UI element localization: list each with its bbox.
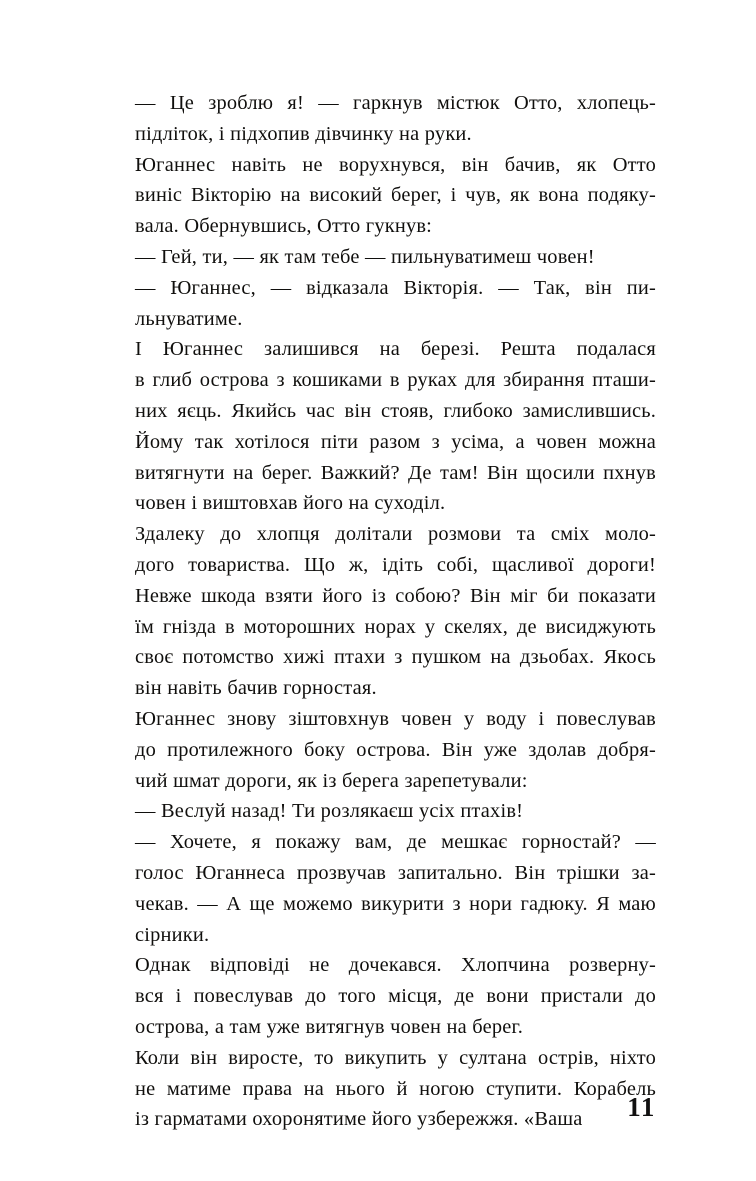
paragraph: [104, 950, 656, 1042]
text-line: вся і повеслував до того місця, де вони пристали до: [135, 985, 656, 1008]
text-line: Юганнес навіть не ворухнувся, він бачив, як Отто: [135, 153, 656, 176]
text-line: їм гнізда в моторошних норах у скелях, де висиджують: [135, 615, 656, 638]
text-line: сірники.: [135, 923, 210, 946]
text-line: не матиме права на нього й ногою ступити. Корабель: [135, 1077, 656, 1100]
text-line: — Веслуй назад! Ти розлякаєш усіх птахів!: [135, 800, 524, 823]
text-line: чекав. — А ще можемо викурити з нори гадюку. Я маю: [135, 892, 656, 915]
text-line: чий шмат дороги, як із берега зарепетували:: [135, 769, 528, 792]
text-line: витягнути на берег. Важкий? Де там! Він щосили пхнув: [135, 461, 656, 484]
text-line: Однак відповіді не дочекався. Хлопчина розверну-: [135, 954, 656, 977]
text-line: човен і виштовхав його на суходіл.: [135, 492, 446, 515]
paragraph: [104, 827, 656, 950]
text-line: до протилежного боку острова. Він уже здолав добря-: [135, 738, 656, 761]
text-line: дого товариства. Що ж, ідіть собі, щасливої дороги!: [135, 553, 656, 576]
text-line: Йому так хотілося піти разом з усіма, а човен можна: [135, 430, 656, 453]
text-line: Здалеку до хлопця долітали розмови та сміх моло-: [135, 523, 656, 546]
text-line: Коли він виросте, то викупить у султана острів, ніхто: [135, 1046, 656, 1069]
text-line: — Це зроблю я! — гаркнув містюк Отто, хлопець-: [135, 92, 656, 114]
text-line: Юганнес знову зіштовхнув човен у воду і повеслував: [135, 707, 656, 730]
paragraph: [104, 242, 656, 273]
text-line: — Гей, ти, — як там тебе — пильнуватимеш човен!: [135, 245, 595, 268]
paragraph: [104, 150, 656, 242]
paragraph: [104, 1043, 656, 1135]
text-line: — Хочете, я покажу вам, де мешкає горностай? —: [135, 831, 656, 854]
text-line: — Юганнес, — відказала Вікторія. — Так, він пи-: [135, 276, 656, 299]
text-line: в глиб острова з кошиками в руках для збирання пташи-: [135, 369, 656, 392]
page-text-block: [104, 88, 656, 1135]
text-line: виніс Вікторію на високий берег, і чув, як вона подяку-: [135, 184, 656, 207]
text-line: голос Юганнеса прозвучав запитально. Він трішки за-: [135, 861, 656, 884]
text-line: Невже шкода взяти його із собою? Він міг би показати: [135, 584, 656, 607]
text-line: він навіть бачив горностая.: [135, 677, 377, 700]
text-line: своє потомство хижі птахи з пушком на дзьобах. Якось: [135, 646, 656, 669]
text-line: підліток, і підхопив дівчинку на руки.: [135, 122, 472, 145]
paragraph: [104, 796, 656, 827]
paragraph: [104, 704, 656, 796]
paragraph: [104, 519, 656, 704]
paragraph: [104, 88, 656, 150]
text-line: них яєць. Якийсь час він стояв, глибоко замислившись.: [135, 399, 656, 422]
text-line: із гарматами охоронятиме його узбережжя. «Ваша: [135, 1108, 583, 1131]
page-number: 11: [627, 1092, 656, 1122]
paragraph: [104, 334, 656, 519]
text-line: острова, а там уже витягнув човен на берег.: [135, 1015, 524, 1038]
text-line: вала. Обернувшись, Отто гукнув:: [135, 215, 433, 238]
text-line: льнуватиме.: [135, 307, 243, 330]
text-line: І Юганнес залишився на березі. Решта подалася: [135, 338, 656, 361]
paragraph: [104, 273, 656, 335]
